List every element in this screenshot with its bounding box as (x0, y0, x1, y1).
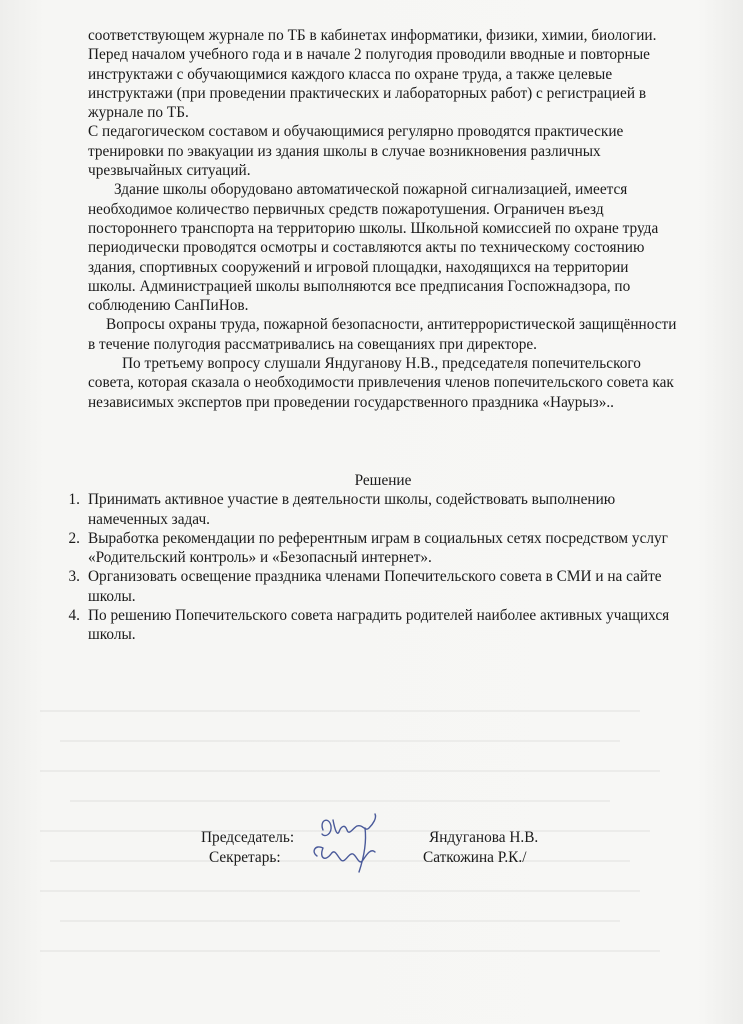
paragraph-labor-protection: Вопросы охраны труда, пожарной безопасности, антитеррористической защищённости в течение полугодия рассматривались на совещаниях при директоре. (88, 316, 677, 353)
chair-role: Председатель: (201, 829, 295, 846)
paragraph-fire-safety: Здание школы оборудовано автоматической пожарной сигнализацией, имеется необходимое количество первичных средств пожаротушения. Ограничен въезд постороннего транспорта на территорию школы. Школьной комиссией по охране труда периодически проводятся осмотры и составляются акты по техническому состоянию здания, спортивных сооружений и игровой площадки, находящихся на территории школы. Администрацией школы выполняются все предписания Госпожнадзора, по соблюдению СанПиНов. (88, 181, 659, 315)
signatures-block (201, 828, 621, 867)
chair-name: Яндуганова Н.В. (429, 829, 539, 846)
decision-item-number: 4. (68, 607, 80, 625)
decision-item-number: 2. (68, 529, 80, 547)
chair-signature-row (201, 828, 621, 848)
decision-item-text: Организовать освещение праздника членами Попечительского совета в СМИ и на сайте школы. (88, 568, 662, 605)
document-body (68, 26, 678, 645)
decision-item (68, 567, 678, 606)
decision-item (68, 529, 678, 568)
decision-item (68, 606, 678, 645)
decision-list (68, 490, 678, 644)
secretary-role: Секретарь: (209, 848, 281, 866)
decision-item-text: Выработка рекомендации по референтным играм в социальных сетях посредством услуг «Родительский контроль» и «Безопасный интернет». (88, 529, 668, 567)
secretary-name: Саткожина Р.К./ (423, 848, 527, 866)
paragraph-safety-journal: соответствующем журнале по ТБ в кабинетах информатики, физики, химии, биологии. Перед началом учебного года и в начале 2 полугодия проводили вводные и повторные инструктажи с обучающимися каждого класса по охране труда, а также целевые инструктажи (при проведении практических и лабораторных работ) с регистрацией в журнале по ТБ. (88, 27, 657, 122)
decision-item-number: 1. (68, 491, 80, 509)
decision-item-text: Принимать активное участие в деятельности школы, содействовать выполнению намеченных задач. (88, 491, 616, 528)
paragraph-third-question: По третьему вопросу слушали Яндуганову Н.В., председателя попечительского совета, которая сказала о необходимости привлечения членов попечительского совета как независимых экспертов при проведении государственного праздника «Наурыз».. (88, 355, 674, 411)
decision-item-text: По решению Попечительского совета наградить родителей наиболее активных учащихся школы. (88, 607, 670, 644)
decision-heading: Решение (354, 471, 412, 489)
spacer (88, 412, 678, 471)
decision-item (68, 490, 678, 529)
paragraph-evacuation: С педагогическом составом и обучающимися регулярно проводятся практические тренировки по эвакуации из здания школы в случае возникновения различных чрезвычайных ситуаций. (88, 123, 624, 180)
secretary-signature-row (201, 848, 621, 868)
decision-item-number: 3. (68, 568, 80, 586)
